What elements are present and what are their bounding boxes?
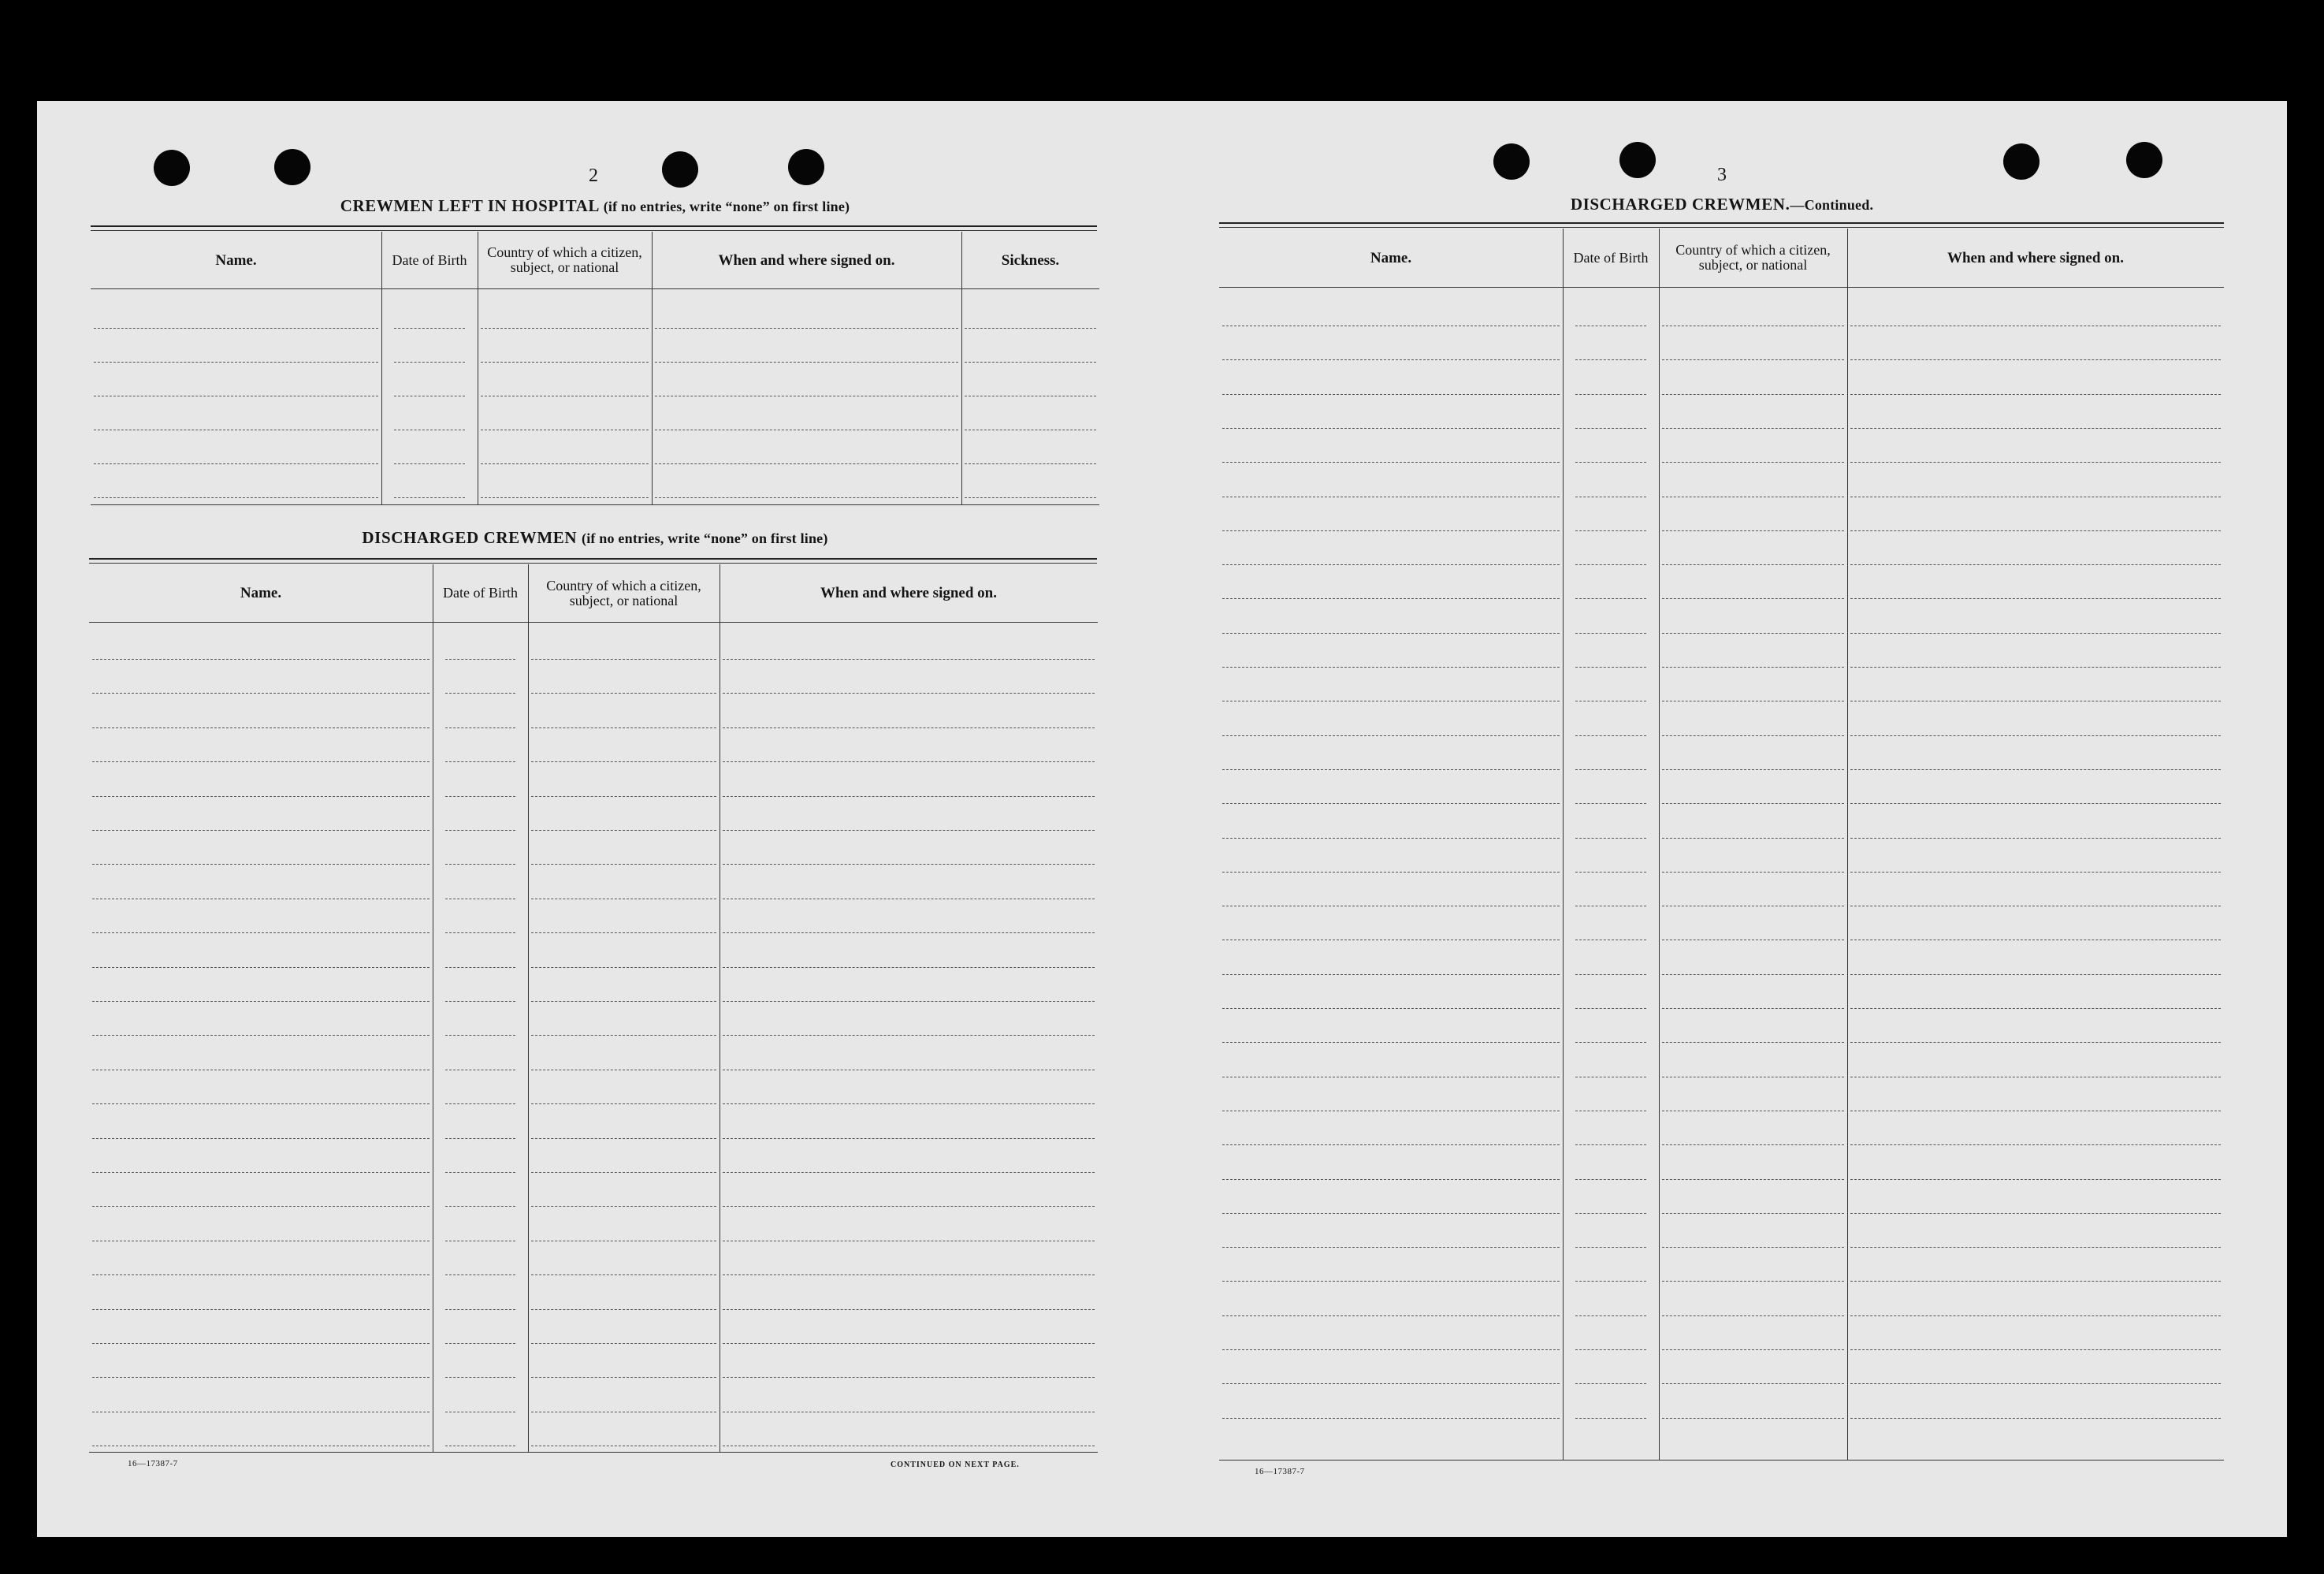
entry-line[interactable] <box>445 1001 515 1002</box>
section-title-discharged <box>91 528 1099 548</box>
entry-line[interactable] <box>445 1035 515 1036</box>
entry-line[interactable] <box>1575 564 1646 565</box>
entry-line[interactable] <box>92 1138 429 1139</box>
entry-line[interactable] <box>1662 1042 1844 1043</box>
entry-line[interactable] <box>1222 872 1560 873</box>
column-header: Country of which a citizen, subject, or national <box>487 244 642 275</box>
entry-line[interactable] <box>965 497 1096 498</box>
entry-line[interactable] <box>1662 667 1844 668</box>
entry-line[interactable] <box>1850 735 2221 736</box>
entry-line[interactable] <box>1662 1315 1844 1316</box>
entry-line[interactable] <box>1850 1315 2221 1316</box>
entry-line[interactable] <box>1662 394 1844 395</box>
entry-line[interactable] <box>1850 530 2221 531</box>
section-title-hospital <box>91 196 1099 216</box>
entry-line[interactable] <box>445 1377 515 1378</box>
entry-line[interactable] <box>1222 1042 1560 1043</box>
entry-line[interactable] <box>531 1103 716 1104</box>
entry-line[interactable] <box>481 463 649 464</box>
table-bottom-rule <box>1219 1460 2224 1461</box>
entry-line[interactable] <box>1662 1247 1844 1248</box>
entry-line[interactable] <box>1850 359 2221 360</box>
entry-line[interactable] <box>92 1206 429 1207</box>
entry-line[interactable] <box>1575 1008 1646 1009</box>
entry-line[interactable] <box>723 830 1095 831</box>
punch-hole <box>662 151 698 188</box>
punch-hole <box>274 149 310 185</box>
table-top-rule <box>91 230 1097 231</box>
entry-line[interactable] <box>1222 428 1560 429</box>
column-header: Date of Birth <box>392 251 467 268</box>
entry-line[interactable] <box>394 328 465 329</box>
entry-line[interactable] <box>1575 1383 1646 1384</box>
entry-line[interactable] <box>531 693 716 694</box>
entry-line[interactable] <box>1575 530 1646 531</box>
entry-line[interactable] <box>531 864 716 865</box>
entry-line[interactable] <box>1850 633 2221 634</box>
entry-line[interactable] <box>92 932 429 933</box>
entry-line[interactable] <box>1222 462 1560 463</box>
column-header: Date of Birth <box>443 585 518 601</box>
entry-line[interactable] <box>1850 803 2221 804</box>
entry-line[interactable] <box>723 796 1095 797</box>
entry-line[interactable] <box>965 463 1096 464</box>
entry-line[interactable] <box>94 463 378 464</box>
entry-line[interactable] <box>1662 1281 1844 1282</box>
entry-line[interactable] <box>1662 838 1844 839</box>
entry-line[interactable] <box>1575 1281 1646 1282</box>
column-divider <box>528 564 529 1452</box>
entry-line[interactable] <box>1575 1247 1646 1248</box>
entry-line[interactable] <box>1222 803 1560 804</box>
entry-line[interactable] <box>1575 428 1646 429</box>
entry-line[interactable] <box>445 1206 515 1207</box>
entry-line[interactable] <box>723 1172 1095 1173</box>
header-rule <box>89 622 1098 623</box>
entry-line[interactable] <box>655 328 958 329</box>
table-top-rule <box>89 558 1097 560</box>
entry-line[interactable] <box>531 830 716 831</box>
section-title-discharged-continued <box>1219 195 2225 214</box>
entry-line[interactable] <box>445 967 515 968</box>
entry-line[interactable] <box>723 1274 1095 1275</box>
entry-line[interactable] <box>1850 1418 2221 1419</box>
entry-line[interactable] <box>1850 462 2221 463</box>
column-divider <box>961 232 962 504</box>
column-divider <box>1659 229 1660 1460</box>
entry-line[interactable] <box>723 1309 1095 1310</box>
column-divider <box>381 232 382 504</box>
entry-line[interactable] <box>723 727 1095 728</box>
column-divider <box>1563 229 1564 1460</box>
entry-line[interactable] <box>1662 462 1844 463</box>
entry-line[interactable] <box>1222 1213 1560 1214</box>
entry-line[interactable] <box>1222 974 1560 975</box>
entry-line[interactable] <box>92 1309 429 1310</box>
column-divider <box>1847 229 1848 1460</box>
entry-line[interactable] <box>445 1138 515 1139</box>
entry-line[interactable] <box>445 727 515 728</box>
entry-line[interactable] <box>1222 598 1560 599</box>
punch-hole <box>1619 142 1656 178</box>
entry-line[interactable] <box>1662 359 1844 360</box>
entry-line[interactable] <box>1850 1179 2221 1180</box>
page-number: 2 <box>589 166 598 186</box>
section-title-text: DISCHARGED CREWMEN <box>362 528 578 547</box>
column-header: Name. <box>240 585 282 601</box>
entry-line[interactable] <box>445 1172 515 1173</box>
entry-line[interactable] <box>655 463 958 464</box>
table-top-rule <box>89 563 1097 564</box>
entry-line[interactable] <box>1222 667 1560 668</box>
entry-line[interactable] <box>531 796 716 797</box>
entry-line[interactable] <box>1662 1213 1844 1214</box>
entry-line[interactable] <box>1222 1247 1560 1248</box>
entry-line[interactable] <box>1662 735 1844 736</box>
column-header: Name. <box>1370 249 1412 266</box>
table-top-rule <box>1219 227 2224 228</box>
entry-line[interactable] <box>94 328 378 329</box>
entry-line[interactable] <box>1575 667 1646 668</box>
entry-line[interactable] <box>723 1035 1095 1036</box>
header-rule <box>1219 287 2224 288</box>
entry-line[interactable] <box>1575 1418 1646 1419</box>
continued-note: CONTINUED ON NEXT PAGE. <box>891 1461 1020 1469</box>
entry-line[interactable] <box>1850 1383 2221 1384</box>
section-note: (if no entries, write “none” on first line) <box>603 199 850 214</box>
entry-line[interactable] <box>1662 1008 1844 1009</box>
entry-line[interactable] <box>1575 1179 1646 1180</box>
entry-line[interactable] <box>1662 428 1844 429</box>
table-bottom-rule <box>91 504 1099 505</box>
entry-line[interactable] <box>1575 1213 1646 1214</box>
entry-line[interactable] <box>723 761 1095 762</box>
entry-line[interactable] <box>1850 667 2221 668</box>
entry-line[interactable] <box>445 864 515 865</box>
entry-line[interactable] <box>92 1103 429 1104</box>
entry-line[interactable] <box>1222 394 1560 395</box>
entry-line[interactable] <box>531 761 716 762</box>
entry-line[interactable] <box>94 497 378 498</box>
column-divider <box>652 232 653 504</box>
entry-line[interactable] <box>1850 974 2221 975</box>
entry-line[interactable] <box>1222 530 1560 531</box>
header-rule <box>91 288 1099 289</box>
entry-line[interactable] <box>1575 1042 1646 1043</box>
form-number: 16—17387-7 <box>1255 1467 1305 1476</box>
entry-line[interactable] <box>92 693 429 694</box>
entry-line[interactable] <box>1662 530 1844 531</box>
entry-line[interactable] <box>1850 1144 2221 1145</box>
entry-line[interactable] <box>531 659 716 660</box>
entry-line[interactable] <box>394 497 465 498</box>
entry-line[interactable] <box>481 362 649 363</box>
entry-line[interactable] <box>1850 838 2221 839</box>
entry-line[interactable] <box>1222 1144 1560 1145</box>
entry-line[interactable] <box>1222 564 1560 565</box>
entry-line[interactable] <box>723 1343 1095 1344</box>
entry-line[interactable] <box>1575 769 1646 770</box>
entry-line[interactable] <box>655 497 958 498</box>
entry-line[interactable] <box>445 1309 515 1310</box>
entry-line[interactable] <box>723 1103 1095 1104</box>
entry-line[interactable] <box>1222 633 1560 634</box>
entry-line[interactable] <box>531 1343 716 1344</box>
entry-line[interactable] <box>1850 1281 2221 1282</box>
section-title-text: CREWMEN LEFT IN HOSPITAL <box>340 196 599 215</box>
entry-line[interactable] <box>1575 359 1646 360</box>
entry-line[interactable] <box>531 1035 716 1036</box>
entry-line[interactable] <box>1850 1042 2221 1043</box>
entry-line[interactable] <box>92 1001 429 1002</box>
entry-line[interactable] <box>1850 1349 2221 1350</box>
form-number: 16—17387-7 <box>128 1459 178 1468</box>
entry-line[interactable] <box>1575 633 1646 634</box>
entry-line[interactable] <box>531 1274 716 1275</box>
entry-line[interactable] <box>1222 838 1560 839</box>
entry-line[interactable] <box>1222 735 1560 736</box>
column-header: Date of Birth <box>1573 249 1649 266</box>
entry-line[interactable] <box>1850 769 2221 770</box>
column-header: When and where signed on. <box>820 585 997 601</box>
entry-line[interactable] <box>445 796 515 797</box>
entry-line[interactable] <box>445 830 515 831</box>
column-header: Country of which a citizen, subject, or national <box>546 577 701 608</box>
entry-line[interactable] <box>723 1377 1095 1378</box>
entry-line[interactable] <box>1850 428 2221 429</box>
entry-line[interactable] <box>445 1274 515 1275</box>
entry-line[interactable] <box>723 659 1095 660</box>
entry-line[interactable] <box>445 1103 515 1104</box>
entry-line[interactable] <box>445 1343 515 1344</box>
entry-line[interactable] <box>445 659 515 660</box>
entry-line[interactable] <box>1662 1383 1844 1384</box>
entry-line[interactable] <box>531 1206 716 1207</box>
entry-line[interactable] <box>1222 1008 1560 1009</box>
punch-hole <box>1493 143 1530 180</box>
entry-line[interactable] <box>1575 462 1646 463</box>
entry-line[interactable] <box>1575 598 1646 599</box>
entry-line[interactable] <box>531 1377 716 1378</box>
entry-line[interactable] <box>1662 633 1844 634</box>
entry-line[interactable] <box>394 463 465 464</box>
entry-line[interactable] <box>445 693 515 694</box>
entry-line[interactable] <box>92 1172 429 1173</box>
entry-line[interactable] <box>1222 769 1560 770</box>
entry-line[interactable] <box>1575 803 1646 804</box>
entry-line[interactable] <box>1662 564 1844 565</box>
entry-line[interactable] <box>1850 564 2221 565</box>
scanned-form-spread <box>37 101 2287 1537</box>
entry-line[interactable] <box>531 1001 716 1002</box>
entry-line[interactable] <box>1575 974 1646 975</box>
entry-line[interactable] <box>1662 1349 1844 1350</box>
entry-line[interactable] <box>1662 872 1844 873</box>
entry-line[interactable] <box>92 864 429 865</box>
entry-line[interactable] <box>1850 598 2221 599</box>
entry-line[interactable] <box>92 967 429 968</box>
column-header: Sickness. <box>1001 251 1060 269</box>
entry-line[interactable] <box>1662 769 1844 770</box>
entry-line[interactable] <box>1222 1418 1560 1419</box>
entry-line[interactable] <box>92 659 429 660</box>
entry-line[interactable] <box>723 1206 1095 1207</box>
entry-line[interactable] <box>1850 394 2221 395</box>
entry-line[interactable] <box>1850 1008 2221 1009</box>
entry-line[interactable] <box>531 727 716 728</box>
entry-line[interactable] <box>1662 598 1844 599</box>
entry-line[interactable] <box>1662 1418 1844 1419</box>
entry-line[interactable] <box>445 761 515 762</box>
entry-line[interactable] <box>481 497 649 498</box>
column-header: Country of which a citizen, subject, or national <box>1675 242 1831 273</box>
entry-line[interactable] <box>1575 838 1646 839</box>
column-header: Name. <box>215 251 257 269</box>
entry-line[interactable] <box>1662 1179 1844 1180</box>
section-note: —Continued. <box>1790 197 1874 213</box>
section-title-text: DISCHARGED CREWMEN. <box>1570 195 1790 214</box>
entry-line[interactable] <box>1575 1349 1646 1350</box>
entry-line[interactable] <box>723 864 1095 865</box>
entry-line[interactable] <box>531 932 716 933</box>
entry-line[interactable] <box>1662 803 1844 804</box>
entry-line[interactable] <box>92 796 429 797</box>
entry-line[interactable] <box>481 328 649 329</box>
entry-line[interactable] <box>1575 394 1646 395</box>
entry-line[interactable] <box>1575 872 1646 873</box>
entry-line[interactable] <box>1850 872 2221 873</box>
table-bottom-rule <box>89 1452 1098 1453</box>
entry-line[interactable] <box>92 1377 429 1378</box>
entry-line[interactable] <box>1575 1315 1646 1316</box>
entry-line[interactable] <box>394 362 465 363</box>
entry-line[interactable] <box>445 932 515 933</box>
entry-line[interactable] <box>531 967 716 968</box>
entry-line[interactable] <box>92 761 429 762</box>
entry-line[interactable] <box>965 328 1096 329</box>
punch-hole <box>2126 142 2162 178</box>
entry-line[interactable] <box>723 693 1095 694</box>
section-note: (if no entries, write “none” on first line) <box>582 530 828 546</box>
entry-line[interactable] <box>1222 359 1560 360</box>
table-top-rule <box>1219 222 2224 224</box>
entry-line[interactable] <box>92 727 429 728</box>
entry-line[interactable] <box>1222 1281 1560 1282</box>
punch-hole <box>154 150 190 186</box>
entry-line[interactable] <box>531 1172 716 1173</box>
column-header: When and where signed on. <box>718 251 895 269</box>
entry-line[interactable] <box>1575 1144 1646 1145</box>
entry-line[interactable] <box>1222 1383 1560 1384</box>
entry-line[interactable] <box>1222 1315 1560 1316</box>
entry-line[interactable] <box>92 1274 429 1275</box>
table-top-rule <box>91 225 1097 227</box>
entry-line[interactable] <box>531 1309 716 1310</box>
entry-line[interactable] <box>655 362 958 363</box>
entry-line[interactable] <box>723 967 1095 968</box>
entry-line[interactable] <box>723 932 1095 933</box>
punch-hole <box>2003 143 2040 180</box>
entry-line[interactable] <box>1850 1213 2221 1214</box>
entry-line[interactable] <box>1222 1349 1560 1350</box>
entry-line[interactable] <box>1222 1179 1560 1180</box>
entry-line[interactable] <box>92 1343 429 1344</box>
entry-line[interactable] <box>94 362 378 363</box>
entry-line[interactable] <box>1662 1144 1844 1145</box>
entry-line[interactable] <box>1662 974 1844 975</box>
entry-line[interactable] <box>1850 1247 2221 1248</box>
entry-line[interactable] <box>965 362 1096 363</box>
punch-hole <box>788 149 824 185</box>
entry-line[interactable] <box>92 1035 429 1036</box>
page-number: 3 <box>1717 165 1727 185</box>
entry-line[interactable] <box>723 1138 1095 1139</box>
column-header: When and where signed on. <box>1947 249 2124 266</box>
entry-line[interactable] <box>723 1001 1095 1002</box>
entry-line[interactable] <box>531 1138 716 1139</box>
entry-line[interactable] <box>92 830 429 831</box>
entry-line[interactable] <box>1575 735 1646 736</box>
